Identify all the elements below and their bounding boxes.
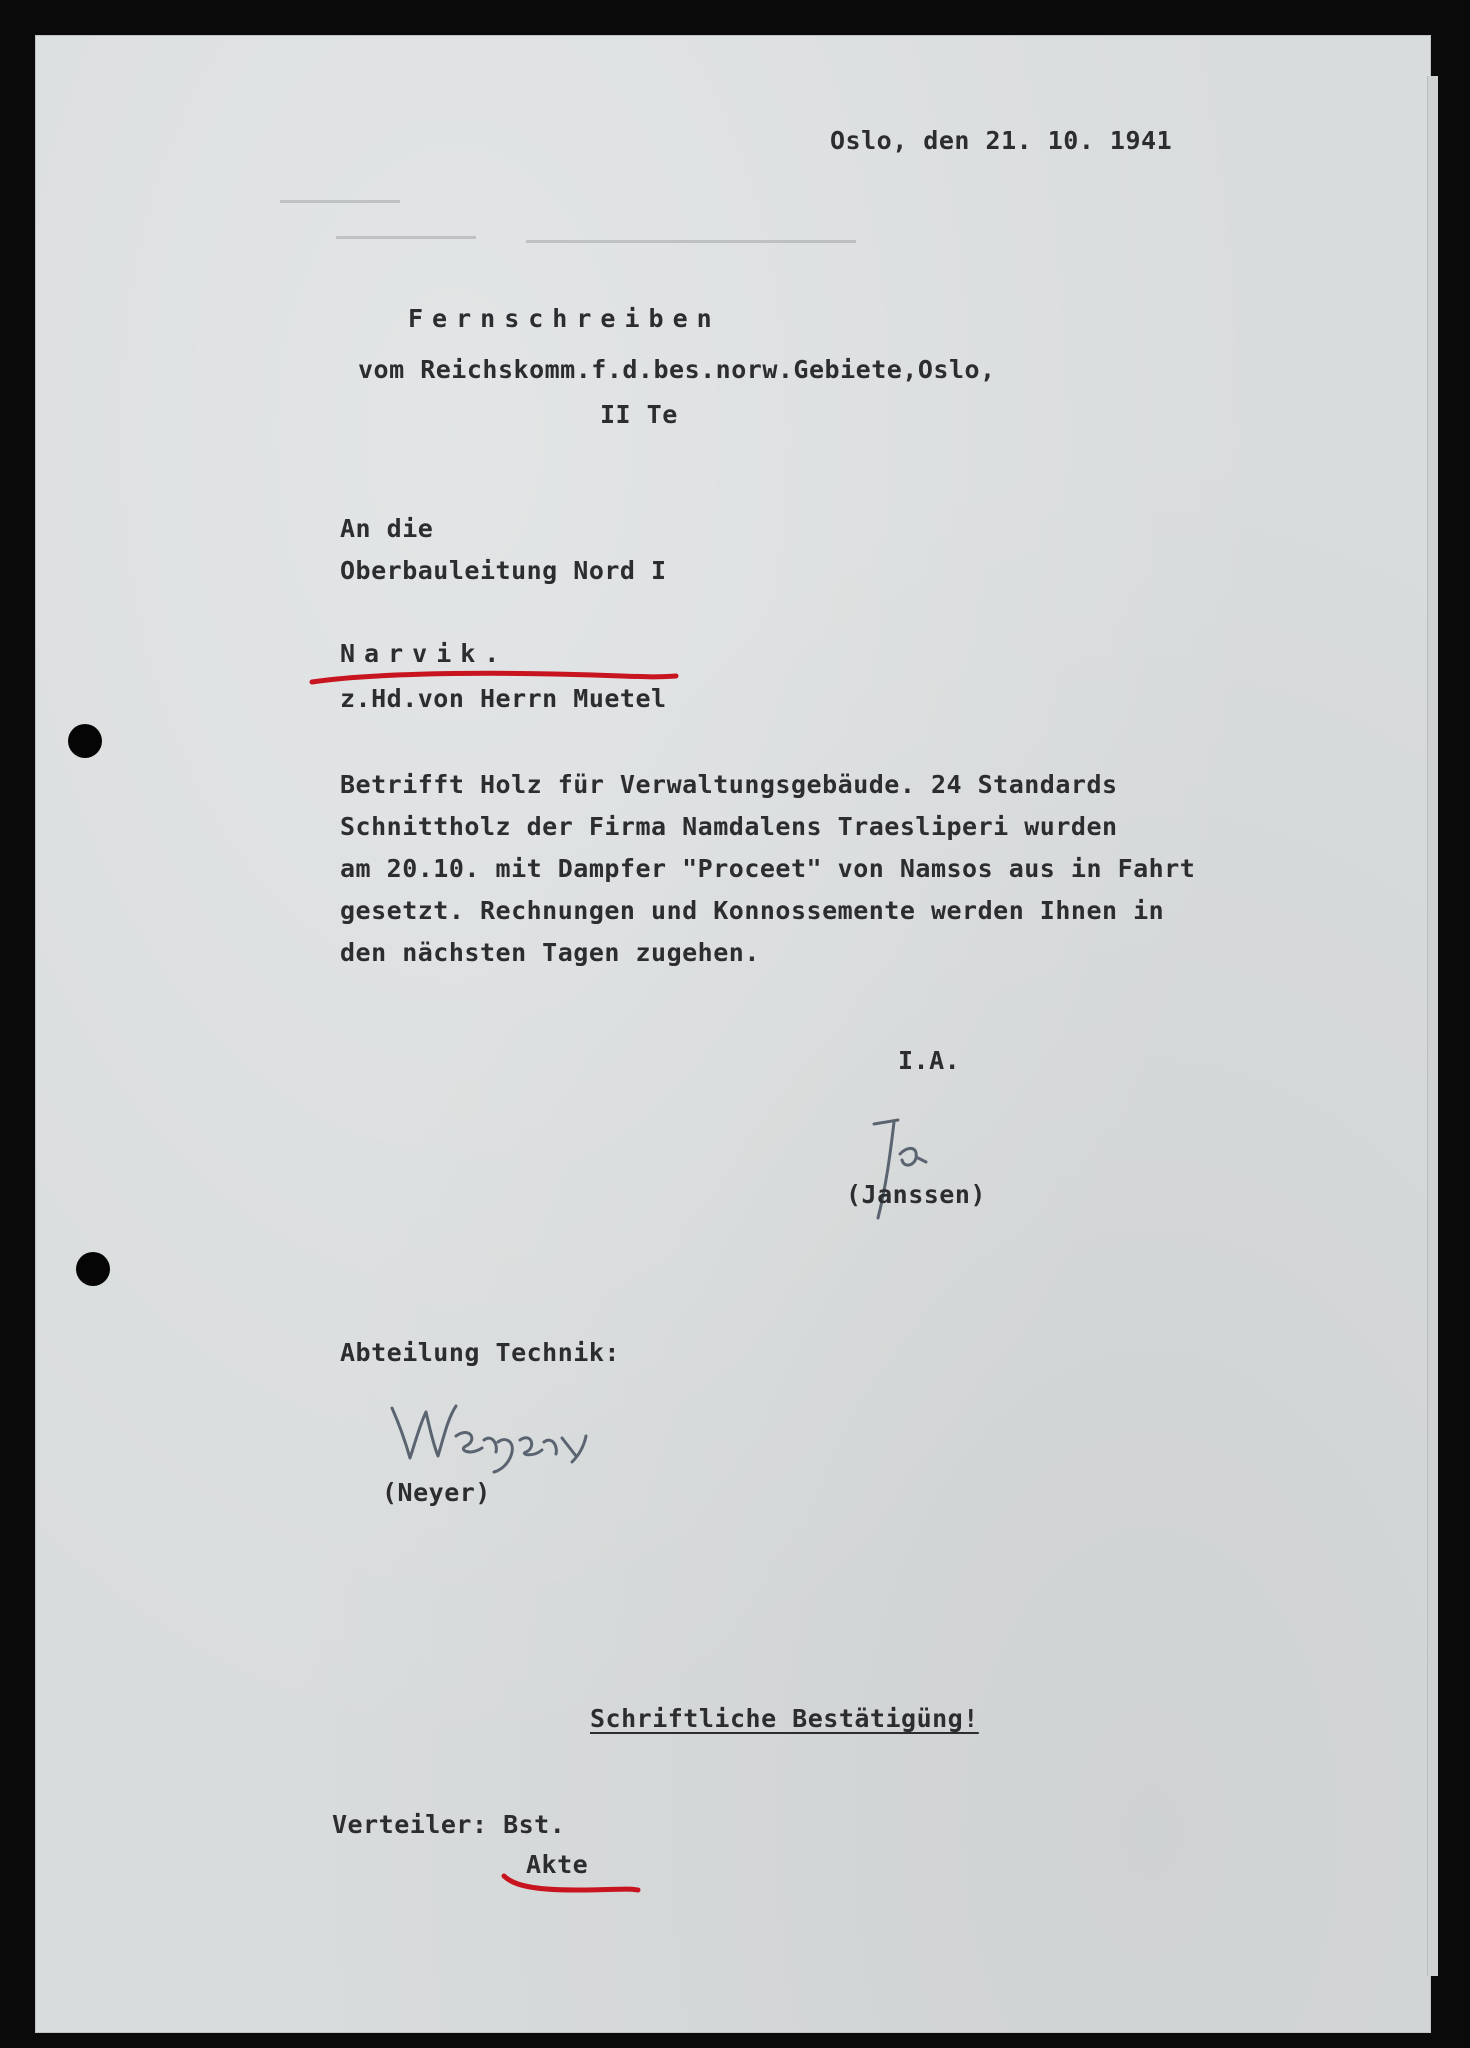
document-page	[36, 36, 1430, 2032]
signatory-name-1: (Janssen)	[846, 1180, 986, 1209]
document-type-heading: Fernschreiben	[408, 304, 721, 333]
sender-line: vom Reichskomm.f.d.bes.norw.Gebiete,Oslo,	[358, 355, 996, 384]
red-pencil-underline-akte	[496, 1866, 646, 1900]
distribution-item: Akte	[526, 1850, 589, 1879]
date-line: Oslo, den 21. 10. 1941	[830, 126, 1173, 155]
body-line-5: den nächsten Tagen zugehen.	[340, 938, 760, 967]
body-line-1: Betrifft Holz für Verwaltungsgebäude. 24 Standards	[340, 770, 1118, 799]
show-through-mark	[280, 200, 400, 203]
recipient-city: Narvik.	[340, 639, 509, 668]
department-label: Abteilung Technik:	[340, 1338, 620, 1367]
attention-line: z.Hd.von Herrn Muetel	[340, 684, 667, 713]
body-line-2: Schnittholz der Firma Namdalens Traesliperi wurden	[340, 812, 1118, 841]
distribution-label: Verteiler: Bst.	[332, 1810, 566, 1839]
show-through-mark	[526, 240, 856, 243]
body-line-4: gesetzt. Rechnungen und Konnossemente werden Ihnen in	[340, 896, 1165, 925]
department-code: II Te	[600, 400, 678, 429]
paper-edge	[1427, 76, 1438, 1976]
show-through-mark	[336, 236, 476, 239]
body-line-3: am 20.10. mit Dampfer "Proceet" von Namsos aus in Fahrt	[340, 854, 1196, 883]
signatory-name-2: (Neyer)	[382, 1478, 491, 1507]
punch-hole-top	[68, 724, 102, 758]
recipient-line-1: An die	[340, 514, 434, 543]
recipient-line-2: Oberbauleitung Nord I	[340, 556, 667, 585]
punch-hole-bottom	[76, 1252, 110, 1286]
on-behalf-marker: I.A.	[898, 1046, 961, 1075]
handwritten-signature-neyer	[386, 1396, 706, 1476]
confirmation-note: Schriftliche Bestätigüng!	[590, 1704, 979, 1733]
